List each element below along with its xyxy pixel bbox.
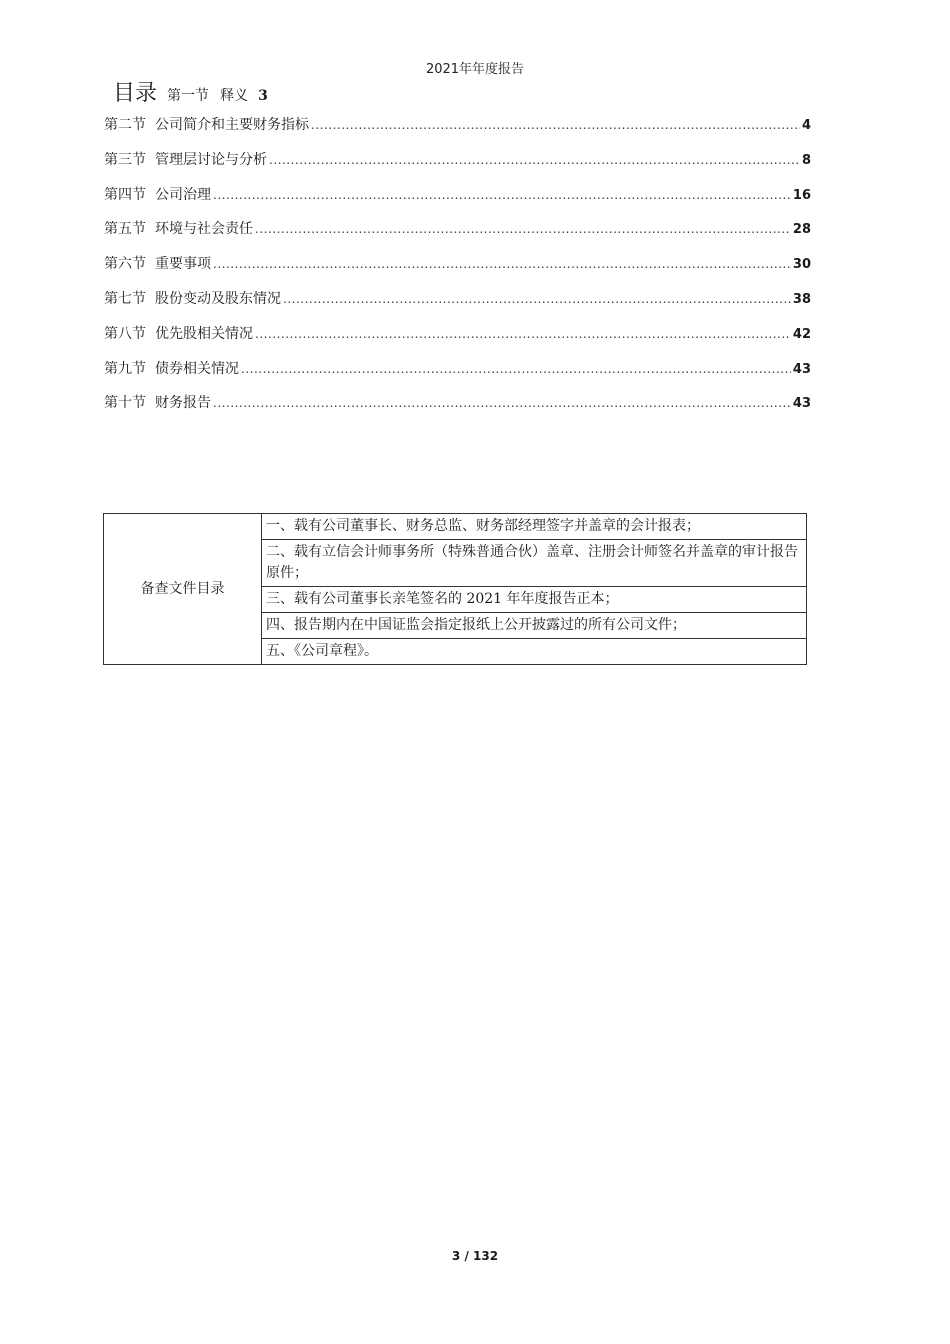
toc-entry[interactable]: [104, 149, 811, 184]
toc-entry[interactable]: [104, 288, 811, 323]
toc-section-title: 股份变动及股东情况: [155, 290, 281, 307]
toc-heading: [113, 76, 268, 107]
toc-section-number: 第九节: [104, 360, 146, 377]
toc-section-number: 第八节: [104, 325, 146, 342]
toc-section-title: 公司简介和主要财务指标: [155, 117, 309, 133]
toc-section-title: 管理层讨论与分析: [155, 151, 267, 168]
page-number: 3 / 132: [451, 1249, 499, 1263]
toc-first-page: 3: [258, 88, 268, 104]
toc-page-number: 43: [792, 396, 811, 412]
toc-section-title: 优先股相关情况: [155, 325, 253, 342]
toc-section-title: 环境与社会责任: [155, 221, 253, 238]
reference-doc-item: 四、报告期内在中国证监会指定报纸上公开披露过的所有公司文件；: [262, 613, 807, 639]
toc-section-title: 债券相关情况: [155, 360, 239, 377]
toc-page-number: 28: [792, 222, 811, 238]
toc-leader-dots: [269, 153, 800, 167]
toc-page-number: 42: [792, 326, 811, 342]
table-row: [104, 514, 807, 540]
reference-documents-table: [103, 513, 807, 665]
toc-section-number: 第三节: [104, 151, 146, 168]
toc-leader-dots: [213, 257, 791, 271]
toc-title: 目录: [113, 81, 158, 106]
toc-entry[interactable]: [104, 358, 811, 393]
toc-entry[interactable]: [104, 114, 811, 149]
toc-section-number: 第二节: [104, 117, 146, 133]
reference-docs-label: 备查文件目录: [104, 514, 262, 665]
toc-page-number: 30: [792, 257, 811, 273]
reference-doc-item: 三、载有公司董事长亲笔签名的 2021 年年度报告正本；: [262, 587, 807, 613]
toc-first-section: 第一节: [167, 88, 210, 104]
toc-page-number: 43: [792, 361, 811, 377]
toc-entry[interactable]: [104, 392, 811, 427]
toc-first-title: 释义: [220, 88, 249, 104]
toc-section-title: 财务报告: [155, 395, 211, 412]
toc-section-number: 第六节: [104, 256, 146, 273]
toc-entry[interactable]: [104, 184, 811, 219]
toc-leader-dots: [213, 396, 791, 410]
toc-section-title: 重要事项: [155, 256, 211, 273]
toc-section-number: 第四节: [104, 186, 146, 203]
toc-leader-dots: [283, 292, 791, 306]
toc-section-title: 公司治理: [155, 186, 211, 203]
toc-section-number: 第十节: [104, 395, 146, 412]
toc-page-number: 38: [792, 291, 811, 307]
toc-entry[interactable]: [104, 253, 811, 288]
toc-leader-dots: [241, 362, 791, 376]
page-header: 2021年年度报告: [425, 62, 525, 77]
toc-leader-dots: [255, 222, 791, 236]
toc-entry[interactable]: [104, 323, 811, 358]
table-of-contents: [104, 114, 811, 427]
toc-page-number: 4: [801, 118, 811, 133]
toc-section-number: 第七节: [104, 290, 146, 307]
toc-page-number: 16: [792, 187, 811, 203]
toc-page-number: 8: [801, 152, 811, 168]
toc-leader-dots: [311, 118, 800, 132]
reference-doc-item: 一、载有公司董事长、财务总监、财务部经理签字并盖章的会计报表；: [262, 514, 807, 540]
toc-leader-dots: [213, 188, 791, 202]
reference-doc-item: 五、《公司章程》。: [262, 639, 807, 665]
toc-leader-dots: [255, 327, 791, 341]
toc-entry[interactable]: [104, 218, 811, 253]
toc-section-number: 第五节: [104, 221, 146, 238]
reference-doc-item: 二、载有立信会计师事务所（特殊普通合伙）盖章、注册会计师签名并盖章的审计报告原件；: [262, 540, 807, 587]
